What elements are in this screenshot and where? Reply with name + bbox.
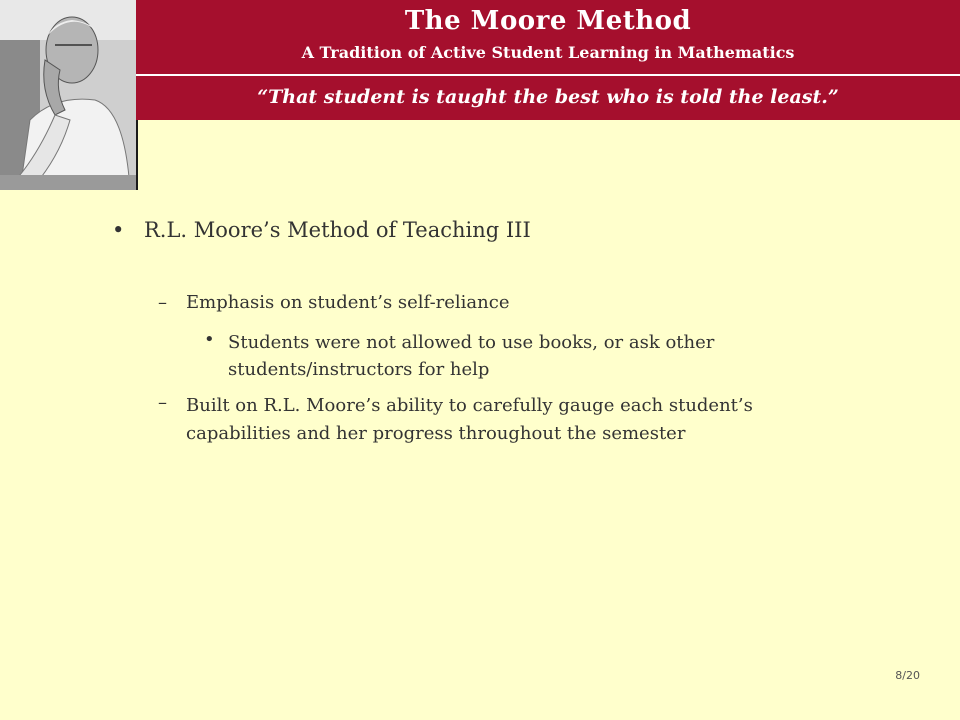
portrait-photo-icon <box>0 0 136 190</box>
page-number: 8/20 <box>895 669 920 682</box>
bullet-marker: • <box>112 218 125 242</box>
header-divider <box>136 74 960 76</box>
item-gauge-progress: Built on R.L. Moore’s ability to carefully gauge each student’s capabilities and her progress throughout the semester <box>186 395 753 444</box>
subitem-no-books: Students were not allowed to use books, or ask other students/instructors for help <box>228 332 715 380</box>
header-quote: “That student is taught the best who is told the least.” <box>257 86 839 108</box>
page-subtitle: A Tradition of Active Student Learning in Mathematics <box>301 43 795 62</box>
main-bullet-text: R.L. Moore’s Method of Teaching III <box>144 218 531 242</box>
dash-marker: – <box>158 292 167 313</box>
sub-bullet-marker: • <box>204 329 215 350</box>
dash-marker: – <box>158 392 167 413</box>
page-title: The Moore Method <box>404 6 692 36</box>
item-self-reliance: Emphasis on student’s self-reliance <box>186 292 510 313</box>
portrait-image <box>0 0 138 190</box>
